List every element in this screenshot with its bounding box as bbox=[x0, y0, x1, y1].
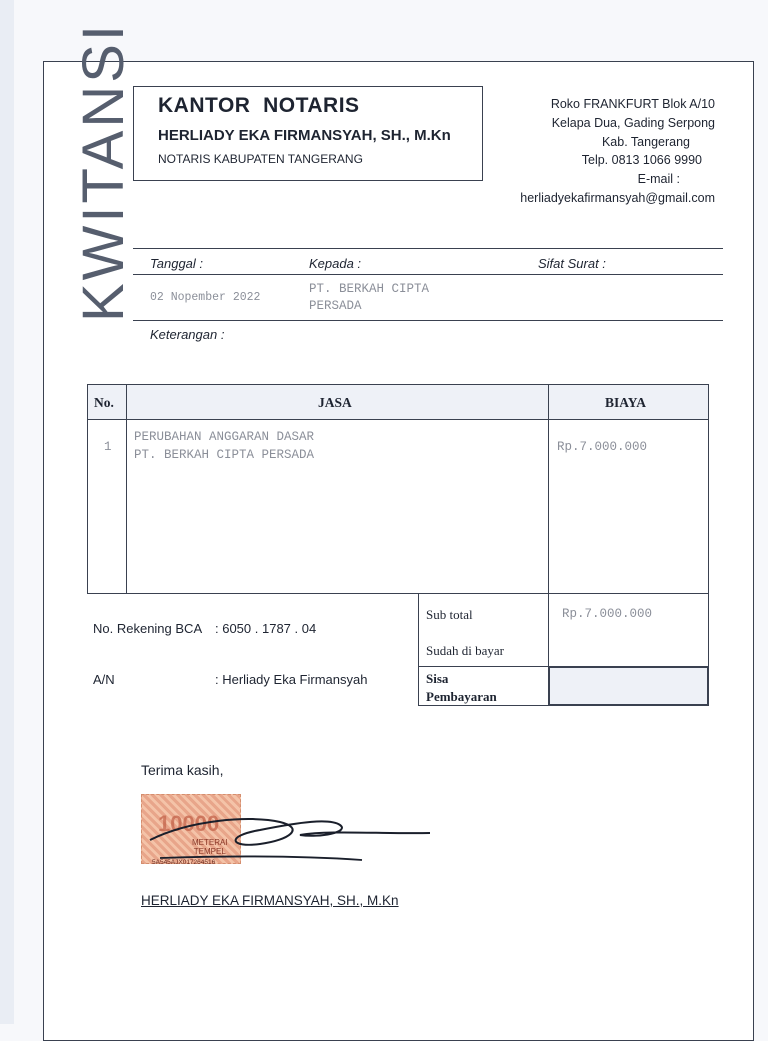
address-line-2: Kelapa Dua, Gading Serpong bbox=[551, 116, 715, 130]
holder-value: : Herliady Eka Firmansyah bbox=[215, 672, 368, 687]
col-service-label: JASA bbox=[318, 395, 352, 410]
holder-label: A/N bbox=[93, 672, 115, 687]
totals-divider bbox=[418, 666, 549, 667]
email-address: herliadyekafirmansyah@gmail.com bbox=[520, 191, 715, 205]
date-value: 02 Nopember 2022 bbox=[150, 291, 261, 304]
account-value: : 6050 . 1787 . 04 bbox=[215, 621, 317, 636]
date-label: Tanggal : bbox=[150, 256, 204, 271]
phone: Telp. 0813 1066 9990 bbox=[581, 153, 702, 167]
row-1-cost: Rp.7.000.000 bbox=[557, 440, 648, 454]
notary-name: HERLIADY EKA FIRMANSYAH, SH., M.Kn bbox=[158, 127, 451, 144]
address-line-3: Kab. Tangerang bbox=[601, 135, 690, 149]
email-label: E-mail : bbox=[637, 172, 680, 186]
col-cost-label: BIAYA bbox=[605, 395, 647, 410]
divider-top bbox=[133, 248, 723, 249]
signatory-name: HERLIADY EKA FIRMANSYAH, SH., M.Kn bbox=[141, 893, 399, 908]
divider-bottom bbox=[133, 320, 723, 321]
table-body-service bbox=[126, 419, 549, 594]
stamp-amount: 10000 bbox=[158, 811, 220, 836]
subtotal-label: Sub total bbox=[426, 607, 473, 622]
stamp-label: METERAI TEMPEL bbox=[192, 838, 228, 856]
recipient-line-2: PERSADA bbox=[309, 299, 362, 313]
signature bbox=[130, 800, 440, 870]
page-edge bbox=[0, 0, 14, 1024]
to-label: Kepada : bbox=[309, 256, 362, 271]
subtotal-value: Rp.7.000.000 bbox=[562, 607, 653, 621]
col-no-label: No. bbox=[94, 395, 114, 410]
totals-value-column bbox=[548, 593, 709, 667]
row-1-service-line-1: PERUBAHAN ANGGARAN DASAR bbox=[134, 430, 315, 444]
office-title: KANTOR NOTARIS bbox=[158, 94, 360, 117]
remaining-value-box bbox=[548, 666, 709, 706]
row-1-no: 1 bbox=[104, 440, 112, 454]
notary-jurisdiction: NOTARIS KABUPATEN TANGERANG bbox=[158, 152, 363, 166]
recipient-line-1: PT. BERKAH CIPTA bbox=[309, 282, 430, 296]
remaining-label-line-1: Sisa bbox=[426, 671, 449, 686]
receipt-title-vertical bbox=[84, 182, 124, 322]
remaining-label-line-2: Pembayaran bbox=[426, 689, 497, 704]
note-label: Keterangan : bbox=[150, 327, 225, 342]
divider-meta bbox=[133, 274, 723, 275]
paid-label: Sudah di bayar bbox=[426, 643, 504, 658]
account-label: No. Rekening BCA bbox=[93, 621, 203, 636]
nature-label: Sifat Surat : bbox=[538, 256, 606, 271]
row-1-service-line-2: PT. BERKAH CIPTA PERSADA bbox=[134, 448, 315, 462]
thanks-text: Terima kasih, bbox=[141, 762, 224, 778]
stamp-code: 5A545AJX017264516 bbox=[152, 859, 216, 866]
address-line-1: Roko FRANKFURT Blok A/10 bbox=[550, 97, 715, 111]
